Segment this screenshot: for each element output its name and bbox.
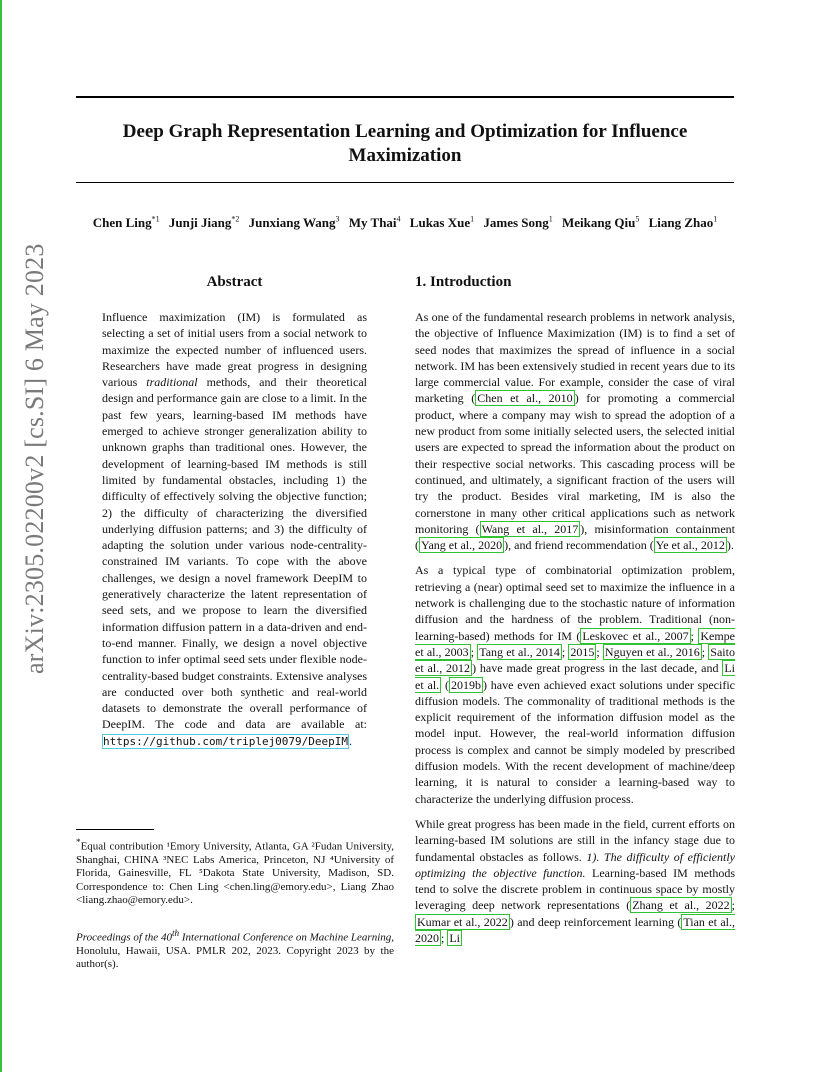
citation-link[interactable]: 2019b [450, 677, 481, 692]
author-affiliation-marker: 1 [548, 215, 553, 224]
author-name: My Thai$^4$ [348, 215, 401, 231]
author-affiliation-marker: 3 [335, 215, 340, 224]
introduction-heading: 1. Introduction [415, 274, 512, 290]
author-name: Liang Zhao$^1$ [648, 215, 718, 231]
citation-link[interactable]: Chen et al., 2010 [477, 391, 573, 406]
author-affiliation-marker: 5 [635, 215, 640, 224]
footnote-rule [76, 829, 154, 830]
author-affiliation-marker: 1 [713, 215, 718, 224]
author-list [76, 211, 734, 232]
author-name: Lukas Xue$^1$ [409, 215, 475, 231]
citation-link[interactable]: Li [449, 930, 461, 945]
code-url-link[interactable]: https://github.com/triplej0079/DeepIM [103, 734, 349, 748]
title-bottom-rule [76, 182, 734, 183]
footnote-area [76, 829, 394, 972]
citation-link[interactable]: Yang et al., 2020 [421, 538, 503, 553]
citation-link[interactable]: Kumar et al., 2022 [417, 914, 508, 929]
intro-paragraph-2: As a typical type of combinatorial optimization problem, retrieving a (near) optimal seed set to maximize the influence in a network is challenging due to the stochastic nature of information diffusion and the hardness of the problem. Traditional (non-learning-based) methods for IM ( Leskovec et al., 2007 ; Kempe et al., 2003 ; Tang et al., 2014 ; 2015 ; Nguyen et al., 2016 ; Saito et al., 2012 ) have made great progress in the last decade, and Li et al. ( 2019b ) have even achieved exact solutions under specific diffusion models. The commonality of traditional methods is the explicit requirement of the information diffusion model as the model input. However, the real-world information diffusion process is complex and cannot be simply modeled by prescribed diffusion models. With the recent development of machine/deep learning, it is natural to consider a learning-based way to characterize the underlying diffusion process. [415, 563, 735, 806]
author-name: Chen Ling$^{*1}$ [92, 215, 160, 231]
citation-link[interactable]: Li et al. [415, 661, 735, 692]
left-column [102, 272, 367, 759]
author-name: James Song$^1$ [483, 215, 553, 231]
author-name: Junji Jiang$^{*2}$ [168, 215, 240, 231]
citation-link[interactable]: Ye et al., 2012 [655, 538, 725, 553]
abstract-heading: Abstract [206, 274, 263, 290]
citation-link[interactable]: Nguyen et al., 2016 [604, 644, 700, 659]
abstract-text: Influence maximization (IM) is formulated as selecting a set of initial users from a social network to maximize the expected number of influenced users. Researchers have made great progress in designing various traditional methods, and their theoretical design and performance gain are close to a limit. In the past few years, learning-based IM methods have emerged to achieve stronger generalization ability to unknown graphs than traditional ones. However, the development of learning-based IM methods is still limited by fundamental obstacles, including 1) the difficulty of effectively solving the objective function; 2) the difficulty of characterizing the diversified underlying diffusion patterns; and 3) the difficulty of adapting the solution under various node-centrality-constrained IM variants. To cope with the above challenges, we design a novel framework DeepIM to generatively characterize the latent representation of seed sets, and we propose to learn the diversified information diffusion pattern in a data-driven and end-to-end manner. Finally, we design a novel objective function to infer optimal seed sets under flexible node-centrality-based budget constraints. Extensive analyses are conducted over both synthetic and real-world datasets to demonstrate the overall performance of DeepIM. The code and data are available at: https://github.com/triplej0079/DeepIM. [102, 310, 368, 748]
author-affiliation-marker: *1 [151, 215, 160, 224]
affiliation-footnote: *Equal contribution ¹Emory University, Atlanta, GA ²Fudan University, Shanghai, CHINA ³NEC Labs America, Princeton, NJ ⁴University of Florida, Gainesville, FL ⁵Dakota State University, Madison, SD. Correspondence to: Chen Ling <chen.ling@emory.edu>, Liang Zhao <liang.zhao@emory.edu>. [76, 837, 394, 906]
intro-paragraph-1: As one of the fundamental research problems in network analysis, the objective of Influence Maximization (IM) is to find a set of seed nodes that maximizes the spread of influence in a social network. IM has been extensively studied in recent years due to its large commercial value. For example, consider the case of viral marketing ( Chen et al., 2010 ) for promoting a commercial product, where a company may wish to spread the adoption of a new product from some initially selected users, the selected initial users are expected to spread the information about the product on their respective social networks. This cascading process will be continued, and ultimately, a significant fraction of the users will try the product. Besides viral marketing, IM is also the cornerstone in many other critical applications such as network monitoring ( Wang et al., 2017 ), misinformation containment ( Yang et al., 2020 ), and friend recommendation ( Ye et al., 2012 ). [415, 310, 736, 553]
right-column [415, 272, 735, 955]
citation-link[interactable]: Leskovec et al., 2007 [582, 628, 689, 643]
author-affiliation-marker: *2 [231, 215, 240, 224]
citation-link[interactable]: 2015 [570, 644, 595, 659]
arxiv-identifier: arXiv:2305.02200v2 [cs.SI] 6 May 2023 [20, 243, 49, 674]
author-name: Meikang Qiu$^5$ [562, 215, 640, 231]
green-margin-line [0, 0, 2, 1072]
citation-link[interactable]: Tang et al., 2014 [479, 644, 560, 659]
citation-link[interactable]: Tian et al., 2020 [415, 914, 735, 945]
paper-title: Deep Graph Representation Learning and Optimization for Influence Maximization [122, 121, 688, 166]
proceedings-note: Proceedings of the 40th International Conference on Machine Learning, Honolulu, Hawaii, USA. PMLR 202, 2023. Copyright 2023 by the author(s). [76, 928, 394, 971]
citation-link[interactable]: Kempe et al., 2003 [415, 628, 735, 659]
author-affiliation-marker: 4 [396, 215, 401, 224]
author-name: Junxiang Wang$^3$ [248, 215, 340, 231]
citation-link[interactable]: Wang et al., 2017 [481, 521, 579, 536]
citation-link[interactable]: Saito et al., 2012 [415, 644, 735, 676]
intro-paragraph-3: While great progress has been made in the field, current efforts on learning-based IM solutions are still in the infancy stage due to fundamental obstacles as follows. 1). The difficulty of efficiently optimizing the objective function. Learning-based IM methods tend to solve the discrete problem in continuous space by mostly leveraging deep network representations ( Zhang et al., 2022 ; Kumar et al., 2022 ) and deep reinforcement learning ( Tian et al., 2020 ; Li [415, 816, 735, 945]
title-top-rule [76, 96, 734, 98]
citation-link[interactable]: Zhang et al., 2022 [632, 898, 730, 913]
author-affiliation-marker: 1 [470, 215, 475, 224]
